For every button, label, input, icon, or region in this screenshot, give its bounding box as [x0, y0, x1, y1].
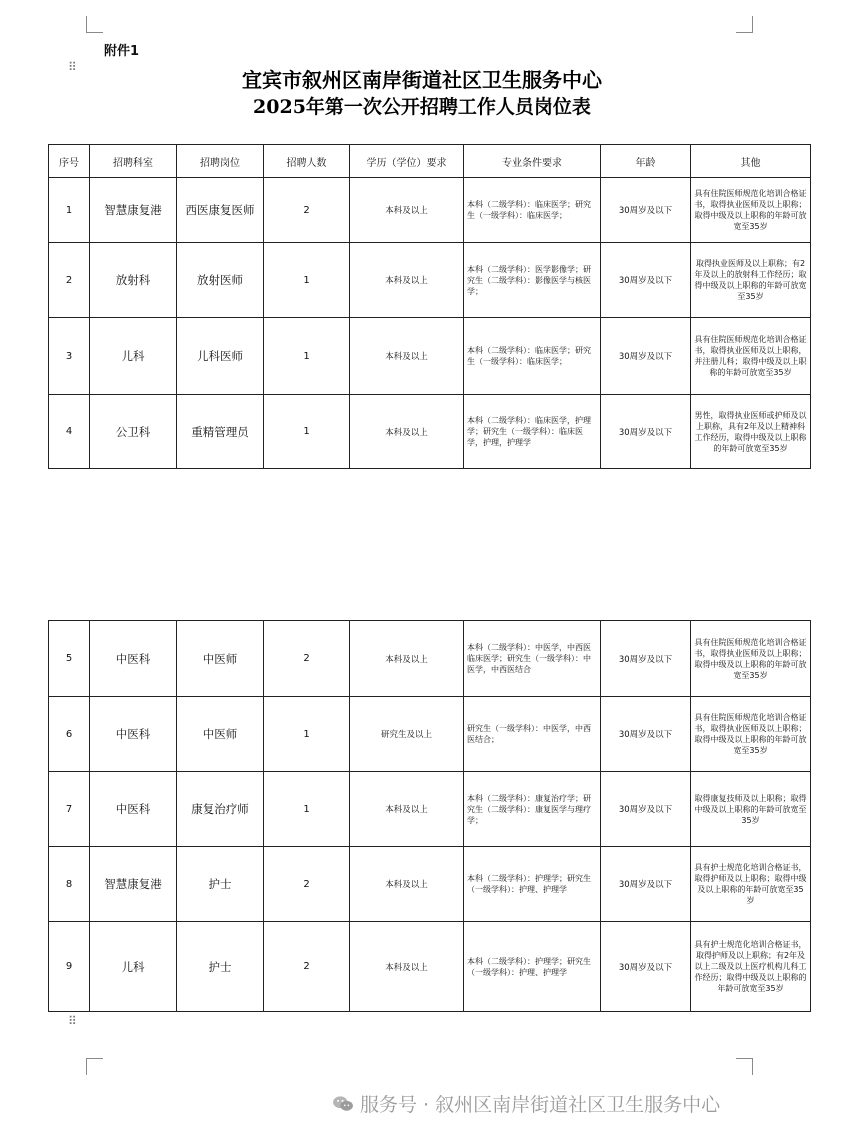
- wechat-icon: [332, 1095, 354, 1113]
- row-number: 9: [49, 922, 90, 1012]
- row-number: 4: [49, 395, 90, 469]
- other-requirements-cell: 具有住院医师规范化培训合格证书，取得执业医师及以上职称；取得中级及以上职称的年龄可放宽至35岁: [691, 621, 811, 697]
- department-cell: 中医科: [90, 697, 177, 772]
- other-requirements-cell: 具有住院医师规范化培训合格证书，取得执业医师及以上职称；取得中级及以上职称的年龄可放宽至35岁: [691, 697, 811, 772]
- education-cell: 本科及以上: [350, 847, 464, 922]
- position-cell: 儿科医师: [177, 318, 264, 395]
- page-corner-mark: [736, 1058, 753, 1075]
- table-row: [49, 395, 811, 469]
- other-requirements-cell: 取得康复技师及以上职称；取得中级及以上职称的年龄可放宽至35岁: [691, 772, 811, 847]
- page-corner-mark: [736, 16, 753, 33]
- age-cell: 30周岁及以下: [601, 621, 691, 697]
- other-requirements-cell: 男性，取得执业医师或护师及以上职称，具有2年及以上精神科工作经历，取得中级及以上职称的年龄可放宽至35岁: [691, 395, 811, 469]
- education-cell: 本科及以上: [350, 621, 464, 697]
- headcount-cell: 2: [264, 621, 350, 697]
- row-number: 1: [49, 178, 90, 243]
- department-cell: 公卫科: [90, 395, 177, 469]
- age-cell: 30周岁及以下: [601, 395, 691, 469]
- drag-handle-icon[interactable]: ⠿: [68, 60, 76, 74]
- other-requirements-cell: 具有护士规范化培训合格证书，取得护师及以上职称；取得中级及以上职称的年龄可放宽至35岁: [691, 847, 811, 922]
- header-cell: 其他: [691, 145, 811, 178]
- department-cell: 智慧康复港: [90, 178, 177, 243]
- row-number: 5: [49, 621, 90, 697]
- table-header-row: [49, 145, 811, 178]
- jobs-table-part2: [48, 620, 811, 1012]
- other-requirements-cell: 取得执业医师及以上职称；有2年及以上的放射科工作经历；取得中级及以上职称的年龄可放宽至35岁: [691, 243, 811, 318]
- watermark: [332, 1090, 720, 1117]
- headcount-cell: 2: [264, 922, 350, 1012]
- department-cell: 放射科: [90, 243, 177, 318]
- row-number: 3: [49, 318, 90, 395]
- drag-handle-icon[interactable]: ⠿: [68, 1014, 76, 1028]
- header-cell: 序号: [49, 145, 90, 178]
- major-cell: 本科（二级学科）：临床医学，护理学；研究生（一级学科）：临床医学，护理，护理学: [464, 395, 601, 469]
- header-cell: 招聘人数: [264, 145, 350, 178]
- age-cell: 30周岁及以下: [601, 243, 691, 318]
- education-cell: 本科及以上: [350, 243, 464, 318]
- row-number: 6: [49, 697, 90, 772]
- education-cell: 研究生及以上: [350, 697, 464, 772]
- age-cell: 30周岁及以下: [601, 772, 691, 847]
- position-cell: 护士: [177, 847, 264, 922]
- position-cell: 西医康复医师: [177, 178, 264, 243]
- other-requirements-cell: 具有住院医师规范化培训合格证书，取得执业医师及以上职称，并注册儿科；取得中级及以上职称的年龄可放宽至35岁: [691, 318, 811, 395]
- position-cell: 放射医师: [177, 243, 264, 318]
- jobs-table-part1: [48, 144, 811, 469]
- education-cell: 本科及以上: [350, 178, 464, 243]
- major-cell: 本科（二级学科）：护理学；研究生（一级学科）：护理、护理学: [464, 847, 601, 922]
- attachment-label: 附件1: [104, 44, 140, 59]
- headcount-cell: 2: [264, 847, 350, 922]
- headcount-cell: 1: [264, 243, 350, 318]
- education-cell: 本科及以上: [350, 772, 464, 847]
- header-cell: 招聘岗位: [177, 145, 264, 178]
- position-cell: 康复治疗师: [177, 772, 264, 847]
- major-cell: 本科（二级学科）：护理学；研究生（一级学科）：护理、护理学: [464, 922, 601, 1012]
- position-cell: 中医师: [177, 697, 264, 772]
- page-corner-mark: [86, 1058, 103, 1075]
- header-cell: 学历（学位）要求: [350, 145, 464, 178]
- position-cell: 重精管理员: [177, 395, 264, 469]
- major-cell: 本科（二级学科）：康复治疗学；研究生（二级学科）：康复医学与理疗学；: [464, 772, 601, 847]
- table-row: [49, 178, 811, 243]
- document-title: 宜宾市叙州区南岸街道社区卫生服务中心: [242, 68, 602, 92]
- position-cell: 护士: [177, 922, 264, 1012]
- major-cell: 研究生（一级学科）：中医学，中西医结合；: [464, 697, 601, 772]
- other-requirements-cell: 具有护士规范化培训合格证书，取得护师及以上职称；有2年及以上二级及以上医疗机构儿科工作经历；取得中级及以上职称的年龄可放宽至35岁: [691, 922, 811, 1012]
- headcount-cell: 1: [264, 318, 350, 395]
- row-number: 2: [49, 243, 90, 318]
- table-row: [49, 922, 811, 1012]
- department-cell: 儿科: [90, 922, 177, 1012]
- education-cell: 本科及以上: [350, 922, 464, 1012]
- major-cell: 本科（二级学科）：临床医学；研究生（一级学科）：临床医学；: [464, 318, 601, 395]
- page-corner-mark: [86, 16, 103, 33]
- major-cell: 本科（二级学科）：中医学，中西医临床医学；研究生（一级学科）：中医学，中西医结合: [464, 621, 601, 697]
- department-cell: 中医科: [90, 621, 177, 697]
- header-cell: 专业条件要求: [464, 145, 601, 178]
- header-cell: 年龄: [601, 145, 691, 178]
- table-row: [49, 621, 811, 697]
- education-cell: 本科及以上: [350, 395, 464, 469]
- watermark-text: 服务号 · 叙州区南岸街道社区卫生服务中心: [360, 1094, 721, 1116]
- major-cell: 本科（二级学科）：临床医学；研究生（一级学科）：临床医学；: [464, 178, 601, 243]
- header-cell: 招聘科室: [90, 145, 177, 178]
- headcount-cell: 1: [264, 395, 350, 469]
- department-cell: 儿科: [90, 318, 177, 395]
- age-cell: 30周岁及以下: [601, 697, 691, 772]
- other-requirements-cell: 具有住院医师规范化培训合格证书，取得执业医师及以上职称；取得中级及以上职称的年龄可放宽至35岁: [691, 178, 811, 243]
- department-cell: 智慧康复港: [90, 847, 177, 922]
- document-subtitle: 2025年第一次公开招聘工作人员岗位表: [253, 96, 591, 118]
- position-cell: 中医师: [177, 621, 264, 697]
- table-row: [49, 243, 811, 318]
- table-row: [49, 318, 811, 395]
- age-cell: 30周岁及以下: [601, 178, 691, 243]
- table-row: [49, 772, 811, 847]
- department-cell: 中医科: [90, 772, 177, 847]
- headcount-cell: 1: [264, 697, 350, 772]
- headcount-cell: 1: [264, 772, 350, 847]
- headcount-cell: 2: [264, 178, 350, 243]
- row-number: 8: [49, 847, 90, 922]
- major-cell: 本科（二级学科）：医学影像学；研究生（二级学科）：影像医学与核医学；: [464, 243, 601, 318]
- age-cell: 30周岁及以下: [601, 318, 691, 395]
- table-row: [49, 697, 811, 772]
- row-number: 7: [49, 772, 90, 847]
- table-row: [49, 847, 811, 922]
- age-cell: 30周岁及以下: [601, 922, 691, 1012]
- age-cell: 30周岁及以下: [601, 847, 691, 922]
- education-cell: 本科及以上: [350, 318, 464, 395]
